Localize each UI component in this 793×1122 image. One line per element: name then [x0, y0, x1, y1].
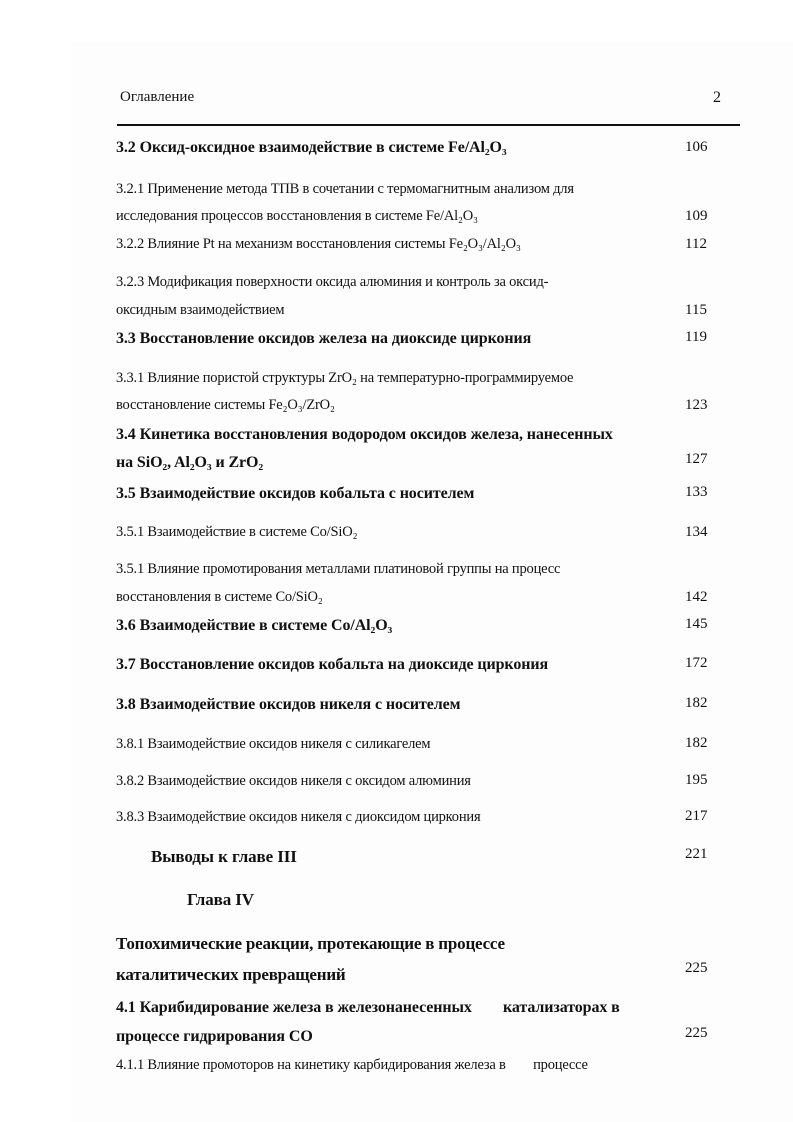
toc-entry-3-2-3-line1[interactable]: 3.2.3 Модификация поверхности оксида алюминия и контроль за оксид-	[116, 274, 549, 290]
toc-heading-4-1-line2[interactable]: процессе гидрирования СО	[116, 1028, 313, 1045]
toc-heading-4-1-line1[interactable]: 4.1 Карибидирование железа в железонанесенных катализаторах в	[116, 999, 620, 1016]
toc-page-number: 115	[685, 302, 707, 318]
running-header-page-number: 2	[713, 89, 721, 106]
toc-page-number: 182	[685, 695, 708, 711]
toc-heading-3-5[interactable]: 3.5 Взаимодействие оксидов кобальта с носителем	[116, 485, 475, 502]
toc-page-number: 134	[685, 524, 708, 540]
toc-page-number: 172	[685, 655, 708, 671]
toc-chapter-4-title-line1[interactable]: Топохимические реакции, протекающие в процессе	[116, 934, 505, 953]
toc-entry-3-8-2[interactable]: 3.8.2 Взаимодействие оксидов никеля с оксидом алюминия	[116, 773, 471, 789]
toc-page-number: 217	[685, 808, 708, 824]
toc-entry-3-3-1-line1[interactable]: 3.3.1 Влияние пористой структуры ZrO₂ на температурно-программируемое	[116, 370, 574, 386]
toc-chapter-4[interactable]: Глава IV	[187, 890, 254, 909]
toc-page-number: 182	[685, 735, 708, 751]
toc-chapter-4-title-line2[interactable]: каталитических превращений	[116, 965, 346, 984]
toc-heading-3-2[interactable]: 3.2 Оксид-оксидное взаимодействие в системе Fe/Al₂O₃	[116, 139, 507, 156]
toc-entry-3-5-1b-line2[interactable]: восстановления в системе Co/SiO₂	[116, 589, 323, 605]
toc-heading-3-7[interactable]: 3.7 Восстановление оксидов кобальта на диоксиде циркония	[116, 656, 549, 673]
toc-page-number: 123	[685, 397, 708, 413]
toc-page-number: 145	[685, 616, 708, 632]
toc-entry-4-1-1[interactable]: 4.1.1 Влияние промоторов на кинетику карбидирования железа в процессе	[116, 1057, 588, 1073]
toc-entry-3-8-3[interactable]: 3.8.3 Взаимодействие оксидов никеля с диоксидом циркония	[116, 809, 481, 825]
toc-heading-3-3[interactable]: 3.3 Восстановление оксидов железа на диоксиде циркония	[116, 330, 532, 347]
toc-conclusions-chapter-3[interactable]: Выводы к главе III	[151, 847, 297, 866]
toc-heading-3-4-line1[interactable]: 3.4 Кинетика восстановления водородом оксидов железа, нанесенных	[116, 426, 613, 443]
toc-entry-3-8-1[interactable]: 3.8.1 Взаимодействие оксидов никеля с силикагелем	[116, 736, 431, 752]
toc-entry-3-2-1-line2[interactable]: исследования процессов восстановления в системе Fe/Al₂O₃	[116, 208, 478, 224]
toc-page-number: 225	[685, 1025, 708, 1041]
toc-entry-3-2-1-line1[interactable]: 3.2.1 Применение метода ТПВ в сочетании с термомагнитным анализом для	[116, 181, 574, 197]
toc-heading-3-8[interactable]: 3.8 Взаимодействие оксидов никеля с носителем	[116, 696, 461, 713]
toc-entry-3-3-1-line2[interactable]: восстановление системы Fe₂O₃/ZrO₂	[116, 397, 335, 413]
toc-page-number: 106	[685, 139, 708, 155]
toc-page-number: 127	[685, 451, 708, 467]
toc-page-number: 225	[685, 960, 708, 976]
toc-page-number: 119	[685, 329, 707, 345]
toc-page-number: 195	[685, 772, 708, 788]
toc-entry-3-5-1[interactable]: 3.5.1 Взаимодействие в системе Co/SiO₂	[116, 524, 358, 540]
toc-page-number: 109	[685, 208, 708, 224]
toc-page-number: 133	[685, 484, 708, 500]
toc-page-number: 142	[685, 589, 708, 605]
toc-heading-3-6[interactable]: 3.6 Взаимодействие в системе Co/Al₂O₃	[116, 617, 393, 634]
toc-entry-3-5-1b-line1[interactable]: 3.5.1 Влияние промотирования металлами платиновой группы на процесс	[116, 561, 561, 577]
header-divider	[117, 124, 740, 126]
toc-entry-3-2-2[interactable]: 3.2.2 Влияние Pt на механизм восстановления системы Fe₂O₃/Al₂O₃	[116, 236, 521, 252]
toc-heading-3-4-line2[interactable]: на SiO₂, Al₂O₃ и ZrO₂	[116, 454, 264, 471]
toc-entry-3-2-3-line2[interactable]: оксидным взаимодействием	[116, 302, 285, 318]
running-header-title: Оглавление	[120, 89, 195, 105]
toc-page-number: 221	[685, 846, 708, 862]
toc-page-number: 112	[685, 236, 707, 252]
